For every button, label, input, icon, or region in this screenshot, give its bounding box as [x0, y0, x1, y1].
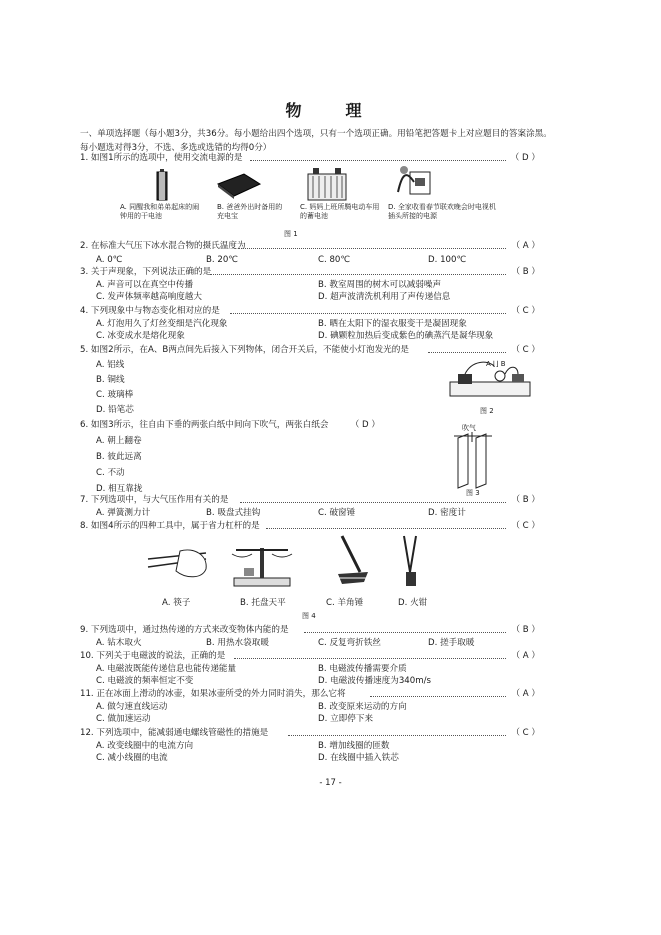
figure-caption: 图 3	[466, 489, 480, 497]
option: A. 电磁波既能传递信息也能传递能量	[96, 664, 237, 674]
option: B. 彼此远离	[96, 452, 142, 462]
question-stem: 11. 正在冰面上滑动的冰壶，如果冰壶所受的外力同时消失，那么它将	[80, 689, 346, 699]
chopsticks-image	[146, 545, 210, 585]
question-6	[80, 419, 380, 432]
option: D. 碘颗粒加热后变成紫色的碘蒸汽是凝华现象	[318, 331, 494, 341]
option: A. 改变线圈中的电流方向	[96, 741, 194, 751]
answer-mark: （ B ）	[511, 625, 540, 635]
leader-dots	[370, 696, 506, 697]
option: A. 朝上翻卷	[96, 436, 142, 446]
option: C. 做加速运动	[96, 714, 151, 724]
question-stem: 9. 下列选项中，通过热传递的方式来改变物体内能的是	[80, 625, 289, 635]
question-stem: 10. 下列关于电磁波的说法，正确的是	[80, 651, 226, 661]
option: B. 铜线	[96, 375, 125, 385]
battery-image	[150, 168, 174, 202]
option: C. 80℃	[318, 255, 351, 265]
question-12	[80, 727, 540, 740]
question-stem: 7. 下列选项中，与大气压作用有关的是	[80, 495, 229, 505]
option: C. 破窗锤	[318, 508, 356, 518]
balance-scale-image	[230, 538, 294, 588]
question-stem: 1. 如图1所示的选项中，使用交流电源的是	[80, 153, 243, 163]
leader-dots	[250, 160, 506, 161]
option-caption: C. 妈妈上班所騎电动车用的蓄电池	[300, 203, 380, 220]
option: C. 减小线圈的电流	[96, 753, 168, 763]
option: D. 火钳	[398, 598, 428, 608]
option: C. 电磁波的频率恒定不变	[96, 676, 194, 686]
option: D. 铅笔芯	[96, 405, 134, 415]
answer-mark: （ A ）	[511, 689, 540, 699]
leader-dots	[240, 502, 506, 503]
question-9	[80, 624, 540, 637]
fire-tongs-image	[396, 532, 424, 588]
option: D. 电磁波传播速度为340m/s	[318, 676, 431, 686]
answer-mark: （ C ）	[511, 728, 540, 738]
option: A. 筷子	[162, 598, 191, 608]
option: A. 弹簧测力计	[96, 508, 151, 518]
leader-dots	[266, 528, 506, 529]
question-4	[80, 305, 540, 318]
answer-mark: （ A ）	[511, 651, 540, 661]
question-11	[80, 688, 540, 701]
page-title: 物 理	[285, 101, 376, 120]
power-bank-image	[214, 172, 262, 200]
option: D. 100℃	[428, 255, 467, 265]
question-stem: 2. 在标准大气压下冰水混合物的摄氏温度为	[80, 241, 246, 251]
figure-caption: 图 1	[284, 230, 298, 238]
option: B. 20℃	[206, 255, 238, 265]
question-5	[80, 344, 540, 357]
question-2	[80, 240, 540, 253]
figure-caption: 图 4	[302, 612, 316, 620]
figure-caption: 图 2	[480, 407, 494, 415]
page-number: - 17 -	[319, 778, 342, 788]
answer-mark: （ B ）	[511, 495, 540, 505]
figure-label: A ⌊⌋ B	[486, 360, 506, 368]
option: B. 吸盘式挂钩	[206, 508, 261, 518]
answer-mark: （ B ）	[511, 267, 540, 277]
leader-dots	[234, 658, 506, 659]
storage-battery-image	[305, 164, 351, 202]
question-3	[80, 266, 540, 279]
question-stem: 8. 如图4所示的四种工具中，属于省力杠杆的是	[80, 521, 260, 531]
option: C. 冰变成水是熔化现象	[96, 331, 185, 341]
leader-dots	[238, 248, 506, 249]
option-caption: A. 同醒我和弟弟起床的闹钟用的干电池	[120, 203, 200, 220]
option-caption: B. 爸爸外出时备用的充电宝	[217, 203, 283, 220]
section-heading: 一、单项选择题（每小题3分，共36分。每小题给出四个选项，只有一个选项正确。用铅笔把答题卡上对应题目的答案涂黑。每小题选对得3分，不选、多选或选错的均得0分）	[80, 129, 552, 153]
option: B. 教室周围的树木可以减弱噪声	[318, 280, 442, 290]
leader-dots	[428, 352, 506, 353]
question-7	[80, 494, 540, 507]
option: A. 钻木取火	[96, 638, 142, 648]
answer-mark: （ A ）	[511, 241, 540, 251]
option: A. 做匀速直线运动	[96, 702, 168, 712]
option: C. 羊角锤	[326, 598, 364, 608]
option: D. 密度计	[428, 508, 466, 518]
answer-mark: （ C ）	[511, 306, 540, 316]
paper-sheets-image	[452, 432, 496, 490]
option: D. 相互靠拢	[96, 484, 143, 494]
option: D. 超声波清洗机利用了声传递信息	[318, 292, 451, 302]
answer-mark: （ D ）	[350, 420, 380, 430]
option: A. 铝线	[96, 360, 125, 370]
question-8	[80, 520, 540, 533]
leader-dots	[288, 735, 506, 736]
leader-dots	[230, 313, 506, 314]
option: C. 反复弯折铁丝	[318, 638, 382, 648]
option: B. 用热水袋取暖	[206, 638, 269, 648]
option: C. 不动	[96, 468, 125, 478]
option: D. 搓手取暖	[428, 638, 475, 648]
option: D. 在线圈中插入铁芯	[318, 753, 399, 763]
wall-outlet-image	[396, 162, 436, 202]
option: C. 发声体频率越高响度越大	[96, 292, 202, 302]
option: B. 托盘天平	[240, 598, 286, 608]
option: B. 电磁波传播需要介质	[318, 664, 407, 674]
option: B. 增加线圈的匝数	[318, 741, 390, 751]
option: A. 0℃	[96, 255, 123, 265]
option: C. 玻璃棒	[96, 390, 134, 400]
option: A. 灯泡用久了灯丝变细是汽化现象	[96, 319, 228, 329]
leader-dots	[304, 632, 506, 633]
answer-mark: （ C ）	[511, 345, 540, 355]
answer-mark: （ D ）	[510, 153, 540, 163]
answer-mark: （ C ）	[511, 521, 540, 531]
figure-label: 吹气	[462, 424, 476, 432]
question-10	[80, 650, 540, 663]
claw-hammer-image	[334, 532, 374, 588]
question-stem: 3. 关于声现象，下列说法正确的是	[80, 267, 212, 277]
option: B. 改变原来运动的方向	[318, 702, 407, 712]
question-stem: 12. 下列选项中，能减弱通电螺线管磁性的措施是	[80, 728, 269, 738]
option-caption: D. 全家收看春节联欢晚会时电视机插头所接的电源	[388, 203, 496, 220]
question-stem: 6. 如图3所示，往自由下垂的两张白纸中间向下吹气，两张白纸会	[80, 420, 329, 430]
question-stem: 4. 下列现象中与物态变化相对应的是	[80, 306, 220, 316]
option: B. 晒在太阳下的湿衣服变干是凝固现象	[318, 319, 467, 329]
question-stem: 5. 如图2所示，在A、B两点间先后接入下列物体，闭合开关后，不能使小灯泡发光的是	[80, 345, 409, 355]
option: A. 声音可以在真空中传播	[96, 280, 194, 290]
leader-dots	[210, 274, 506, 275]
option: D. 立即停下来	[318, 714, 374, 724]
